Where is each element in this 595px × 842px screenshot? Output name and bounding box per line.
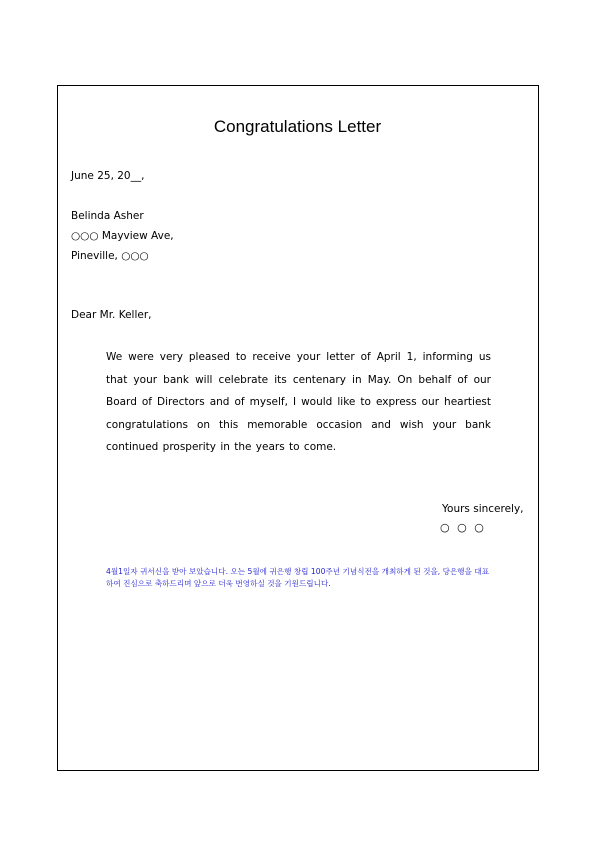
letter-body: We were very pleased to receive your letter of April 1, informing us that your bank will celebrate its centenary in May. On behalf of our Board of Directors and of myself, I would like to express our heartiest congratulations on this memorable occasion and wish your bank continued prosperity in the years to come. xyxy=(106,351,491,453)
letter-title: Congratulations Letter xyxy=(213,117,382,136)
signature: ○ ○ ○ xyxy=(440,521,486,534)
recipient-name: Belinda Asher xyxy=(71,210,144,222)
translation-note: 4월1일자 귀서신을 받아 보았습니다. 오는 5월에 귀은행 창립 100주년 기념식전을 개최하게 된 것을, 당은행을 대표하여 진심으로 축하드리며 앞으로 더욱 번영하실 것을 기원드립니다. xyxy=(106,567,490,588)
salutation: Dear Mr. Keller, xyxy=(71,309,152,321)
closing: Yours sincerely, xyxy=(442,503,524,515)
recipient-city: Pineville, ○○○ xyxy=(71,250,149,262)
letter-date: June 25, 20__, xyxy=(71,170,145,182)
recipient-street: ○○○ Mayview Ave, xyxy=(71,230,174,242)
